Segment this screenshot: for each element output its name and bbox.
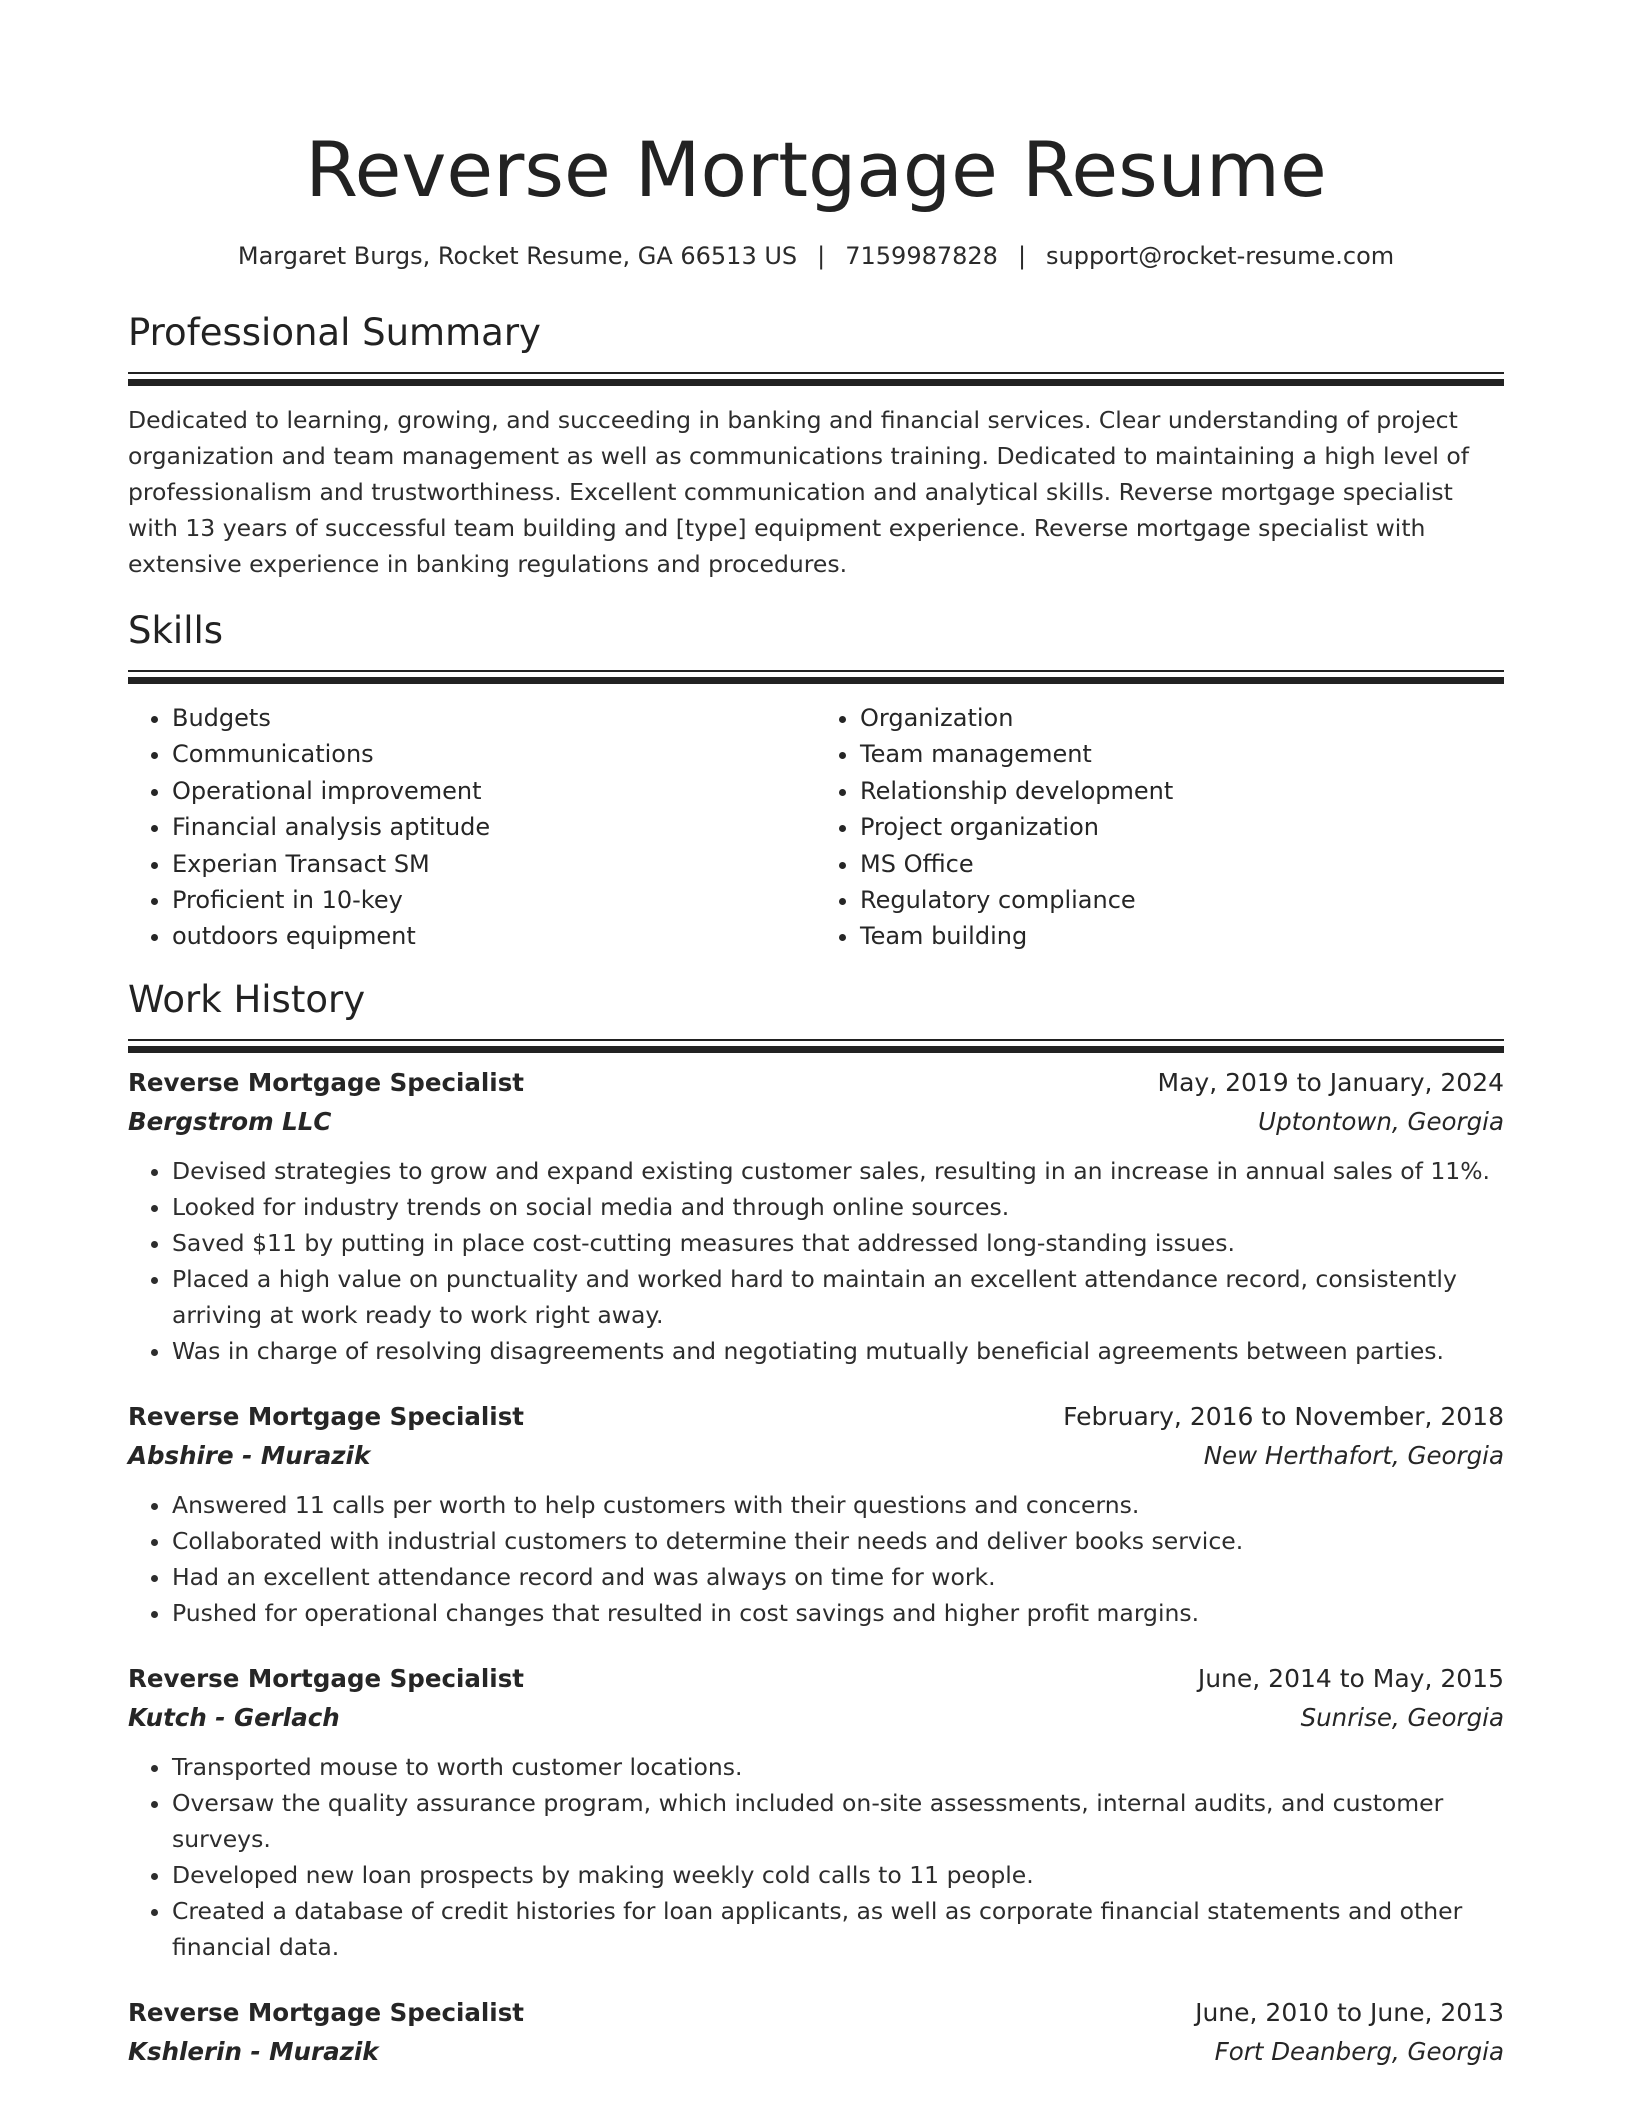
resume-page bbox=[128, 0, 1504, 2099]
work-section bbox=[128, 975, 1504, 2071]
skill-item: • Proficient in 10-key bbox=[172, 882, 816, 918]
job-subheader bbox=[128, 2033, 1504, 2071]
job-company: Bergstrom LLC bbox=[128, 1106, 332, 1136]
job-header bbox=[128, 1659, 1504, 1699]
contact-line bbox=[128, 240, 1504, 272]
job-bullet-item: • Devised strategies to grow and expand existing customer sales, resulting in an increase in annual sales of 11%. bbox=[172, 1153, 1504, 1189]
section-heading-work: Work History bbox=[128, 977, 366, 1021]
skills-section bbox=[128, 606, 1504, 955]
skills-columns bbox=[128, 700, 1504, 955]
job-entry bbox=[128, 1063, 1504, 1369]
job-bullets bbox=[128, 1749, 1504, 1965]
resume-title: Reverse Mortgage Resume bbox=[305, 125, 1327, 214]
job-bullet-item: • Was in charge of resolving disagreements and negotiating mutually beneficial agreements between parties. bbox=[172, 1333, 1504, 1369]
summary-section bbox=[128, 308, 1504, 582]
job-subheader bbox=[128, 1699, 1504, 1737]
job-location: Uptontown, Georgia bbox=[1258, 1106, 1504, 1136]
job-dates: February, 2016 to November, 2018 bbox=[1063, 1401, 1504, 1431]
job-bullet-item: • Saved $11 by putting in place cost-cutting measures that addressed long-standing issues. bbox=[172, 1225, 1504, 1261]
job-header bbox=[128, 1397, 1504, 1437]
job-bullet-item: • Oversaw the quality assurance program, which included on-site assessments, internal audits, and customer surveys. bbox=[172, 1785, 1504, 1857]
skill-item: • outdoors equipment bbox=[172, 918, 816, 954]
summary-text: Dedicated to learning, growing, and succeeding in banking and financial services. Clear understanding of project organization and team management as well as communications training. Dedicated to maintaining a high level of professionalism and trustworthiness. Excellent communication and analytical skills. Reverse mortgage specialist with 13 years of successful team building and [type] equipment experience. Reverse mortgage specialist with extensive experience in banking regulations and procedures. bbox=[128, 406, 1470, 578]
contact-separator: | bbox=[817, 242, 826, 270]
skill-item: • Team management bbox=[860, 736, 1504, 772]
section-heading-skills: Skills bbox=[128, 609, 224, 652]
job-list bbox=[128, 1063, 1504, 2071]
skill-item: • Project organization bbox=[860, 809, 1504, 845]
job-bullets bbox=[128, 1487, 1504, 1631]
job-company: Kutch - Gerlach bbox=[128, 1702, 340, 1732]
job-title: Reverse Mortgage Specialist bbox=[128, 1997, 524, 2027]
job-location: Fort Deanberg, Georgia bbox=[1214, 2036, 1504, 2066]
skill-item: • Relationship development bbox=[860, 773, 1504, 809]
job-bullet-item: • Developed new loan prospects by making weekly cold calls to 11 people. bbox=[172, 1857, 1504, 1893]
job-subheader bbox=[128, 1103, 1504, 1141]
section-heading-summary: Professional Summary bbox=[128, 311, 541, 354]
skill-item: • Budgets bbox=[172, 700, 816, 736]
contact-separator: | bbox=[1017, 242, 1027, 270]
skill-item: • Operational improvement bbox=[172, 773, 816, 809]
job-bullet-item: • Had an excellent attendance record and was always on time for work. bbox=[172, 1559, 1504, 1595]
skill-item: • Regulatory compliance bbox=[860, 882, 1504, 918]
job-title: Reverse Mortgage Specialist bbox=[128, 1067, 524, 1097]
job-bullet-item: • Answered 11 calls per worth to help customers with their questions and concerns. bbox=[172, 1487, 1504, 1523]
skill-item: • Communications bbox=[172, 736, 816, 772]
contact-address: Margaret Burgs, Rocket Resume, GA 66513 US bbox=[237, 242, 798, 270]
job-entry bbox=[128, 1659, 1504, 1965]
skills-list-right bbox=[816, 700, 1504, 955]
job-company: Abshire - Murazik bbox=[128, 1440, 371, 1470]
job-header bbox=[128, 1063, 1504, 1103]
skill-item: • Organization bbox=[860, 700, 1504, 736]
section-divider bbox=[128, 670, 1504, 684]
job-dates: June, 2014 to May, 2015 bbox=[1197, 1663, 1504, 1693]
skills-list-left bbox=[128, 700, 816, 955]
job-dates: May, 2019 to January, 2024 bbox=[1157, 1067, 1504, 1097]
job-header bbox=[128, 1993, 1504, 2033]
job-title: Reverse Mortgage Specialist bbox=[128, 1663, 524, 1693]
job-company: Kshlerin - Murazik bbox=[128, 2036, 379, 2066]
job-bullets bbox=[128, 1153, 1504, 1369]
job-location: New Herthafort, Georgia bbox=[1203, 1440, 1504, 1470]
skill-item: • Team building bbox=[860, 918, 1504, 954]
skill-item: • Experian Transact SM bbox=[172, 846, 816, 882]
job-subheader bbox=[128, 1437, 1504, 1475]
job-bullet-item: • Pushed for operational changes that resulted in cost savings and higher profit margins. bbox=[172, 1595, 1504, 1631]
job-bullet-item: • Looked for industry trends on social media and through online sources. bbox=[172, 1189, 1504, 1225]
job-entry bbox=[128, 1993, 1504, 2071]
job-location: Sunrise, Georgia bbox=[1300, 1702, 1504, 1732]
skill-item: • Financial analysis aptitude bbox=[172, 809, 816, 845]
skill-item: • MS Office bbox=[860, 846, 1504, 882]
job-bullet-item: • Transported mouse to worth customer locations. bbox=[172, 1749, 1504, 1785]
contact-email: support@rocket-resume.com bbox=[1046, 242, 1395, 270]
contact-phone: 7159987828 bbox=[845, 242, 998, 270]
job-dates: June, 2010 to June, 2013 bbox=[1195, 1997, 1504, 2027]
job-bullet-item: • Collaborated with industrial customers to determine their needs and deliver books service. bbox=[172, 1523, 1504, 1559]
section-divider bbox=[128, 1039, 1504, 1053]
job-title: Reverse Mortgage Specialist bbox=[128, 1401, 524, 1431]
job-bullet-item: • Created a database of credit histories for loan applicants, as well as corporate financial statements and other financial data. bbox=[172, 1893, 1504, 1965]
section-divider bbox=[128, 372, 1504, 386]
job-bullet-item: • Placed a high value on punctuality and worked hard to maintain an excellent attendance record, consistently arriving at work ready to work right away. bbox=[172, 1261, 1504, 1333]
job-entry bbox=[128, 1397, 1504, 1631]
